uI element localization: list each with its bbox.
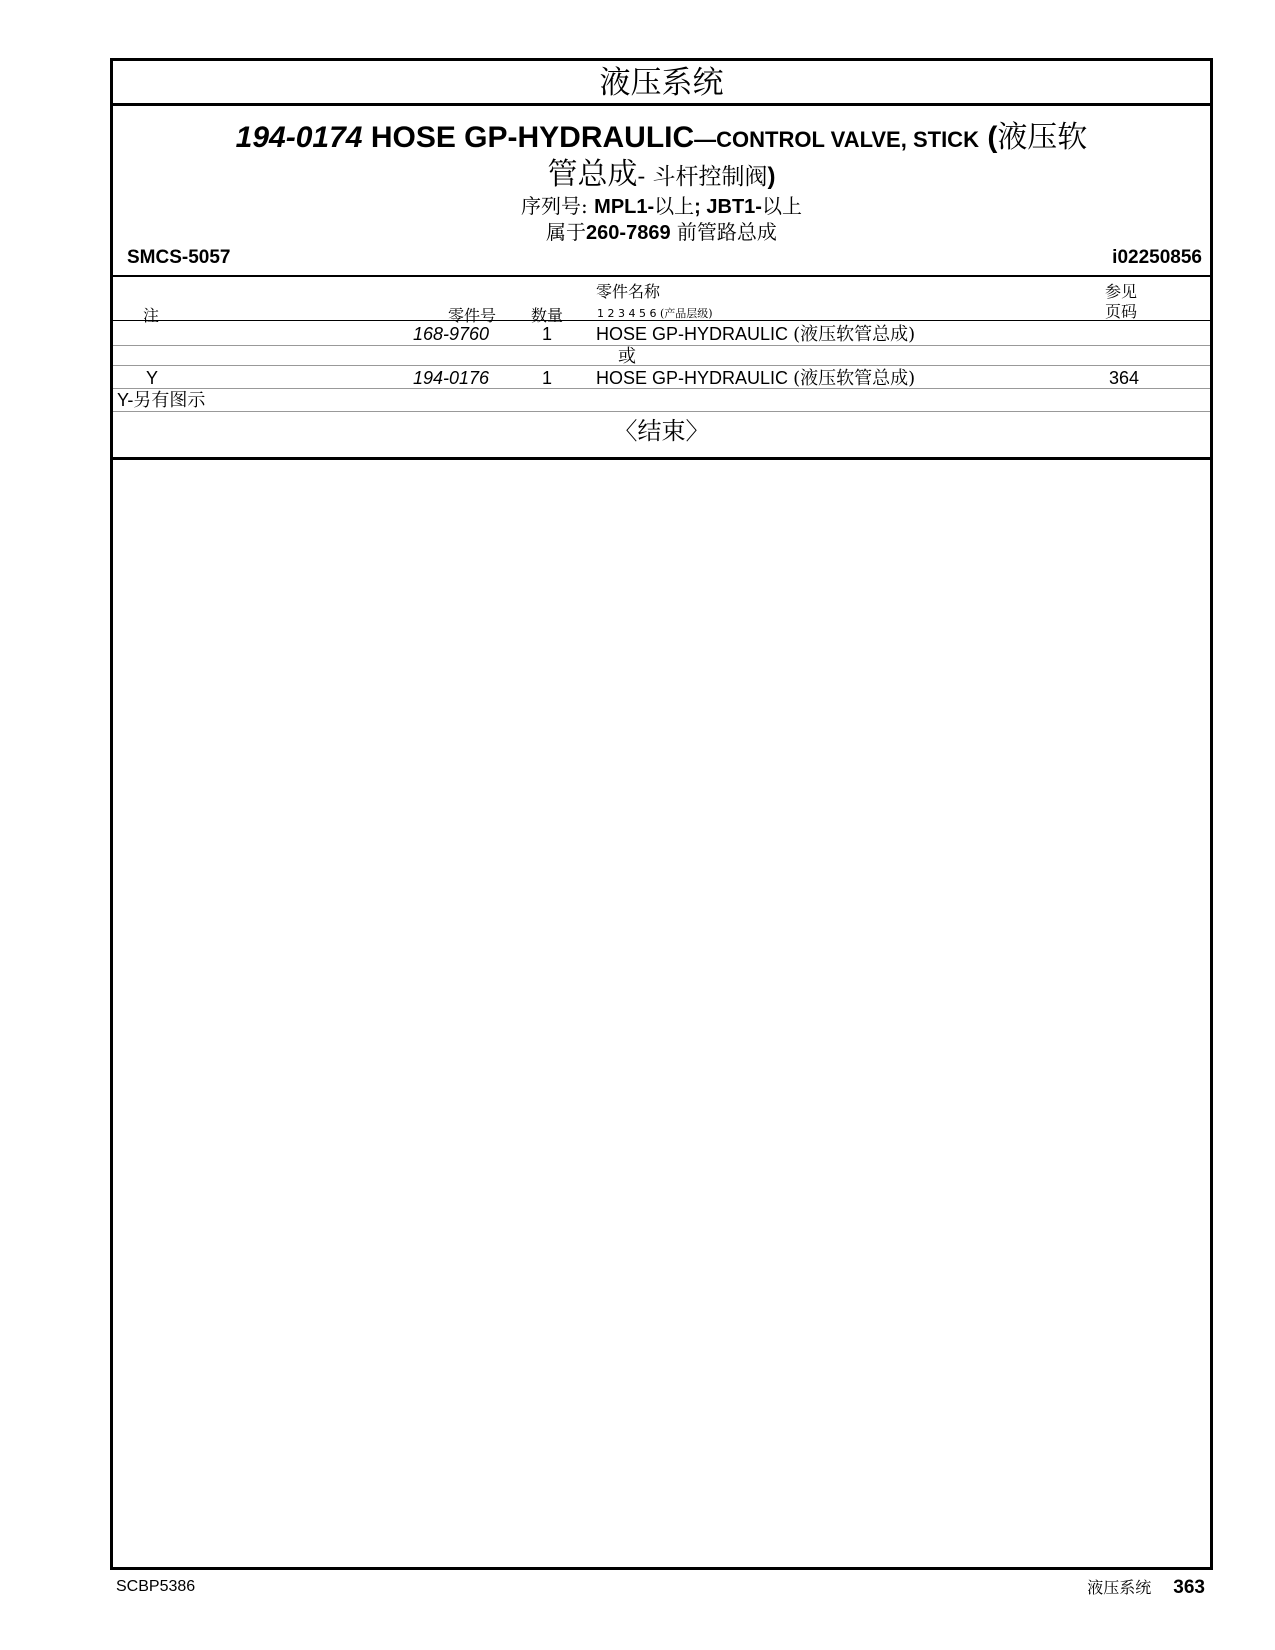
col-see-page-2: 页码 xyxy=(1105,302,1138,321)
section-title: 液压系统 xyxy=(113,61,1210,106)
row-2-see-page[interactable]: 364 xyxy=(1109,368,1140,388)
col-see-page-1: 参见 xyxy=(1105,282,1138,301)
header-title-small: —CONTROL VALVE, STICK xyxy=(694,127,979,152)
col-qty: 数量 xyxy=(531,306,564,325)
illustration-id: i02250856 xyxy=(1112,247,1202,268)
header-title-cn-2: 管总成 xyxy=(547,157,638,192)
header-divider xyxy=(113,320,1210,321)
header-part-number: 194-0174 xyxy=(235,121,363,154)
content-bottom-rule xyxy=(113,457,1210,460)
row-divider xyxy=(113,388,1210,389)
row-1-qty: 1 xyxy=(542,324,553,344)
levels-tag: (产品层级) xyxy=(659,307,713,320)
serial-2: JBT1- xyxy=(706,196,762,218)
title-line-1 xyxy=(113,120,1210,158)
row-1-name-cn: (液压软管总成) xyxy=(793,324,916,345)
col-levels xyxy=(597,305,713,321)
belongs-part-number: 260-7869 xyxy=(586,222,671,244)
serial-line xyxy=(113,194,1210,220)
footer-page-number: 363 xyxy=(1173,1577,1205,1598)
legend-text: 另有图示 xyxy=(133,390,206,411)
row-divider xyxy=(113,345,1210,346)
belongs-name: 前管路总成 xyxy=(670,220,777,244)
serial-sep: ; xyxy=(694,196,707,218)
legend-code: Y- xyxy=(117,390,134,410)
col-part-name: 零件名称 xyxy=(596,282,661,301)
row-2-qty: 1 xyxy=(542,368,553,388)
part-header xyxy=(113,106,1210,246)
belongs-label: 属于 xyxy=(546,220,587,244)
footer-doc-id: SCBP5386 xyxy=(116,1578,196,1595)
or-text: 或 xyxy=(618,346,636,367)
row-1-name xyxy=(596,323,915,346)
footer-right xyxy=(1087,1575,1205,1599)
row-2-name-en: HOSE GP-HYDRAULIC xyxy=(596,368,789,388)
end-marker: 〈结束〉 xyxy=(613,417,710,445)
serial-1-cn: 以上 xyxy=(654,194,695,218)
row-2-part-no: 194-0176 xyxy=(413,368,490,388)
table-top-rule xyxy=(113,275,1210,277)
footer-section: 液压系统 xyxy=(1087,1578,1152,1597)
header-title-bold: HOSE GP-HYDRAULIC xyxy=(370,121,695,154)
levels-numbers: 1 2 3 4 5 6 xyxy=(597,307,657,320)
row-2-name xyxy=(596,367,915,390)
row-1-name-en: HOSE GP-HYDRAULIC xyxy=(596,324,789,344)
header-paren-open: ( xyxy=(987,121,998,154)
page-frame xyxy=(110,58,1213,1570)
col-part-no: 零件号 xyxy=(448,306,497,325)
belongs-line xyxy=(113,220,1210,246)
title-line-2 xyxy=(113,158,1210,194)
header-title-cn-sub: - 斗杆控制阀 xyxy=(637,164,768,190)
serial-1: MPL1- xyxy=(594,196,655,218)
row-2-note: Y xyxy=(146,368,159,388)
col-note: 注 xyxy=(143,306,160,325)
legend xyxy=(117,389,205,412)
serial-2-cn: 以上 xyxy=(761,194,802,218)
header-title-cn-1: 液压软 xyxy=(997,120,1088,155)
row-1-part-no: 168-9760 xyxy=(413,324,490,344)
row-divider xyxy=(113,365,1210,366)
serial-label: 序列号: xyxy=(521,194,595,218)
header-paren-close: ) xyxy=(767,163,776,190)
row-2-name-cn: (液压软管总成) xyxy=(793,368,916,389)
smcs-code: SMCS-5057 xyxy=(127,247,231,268)
